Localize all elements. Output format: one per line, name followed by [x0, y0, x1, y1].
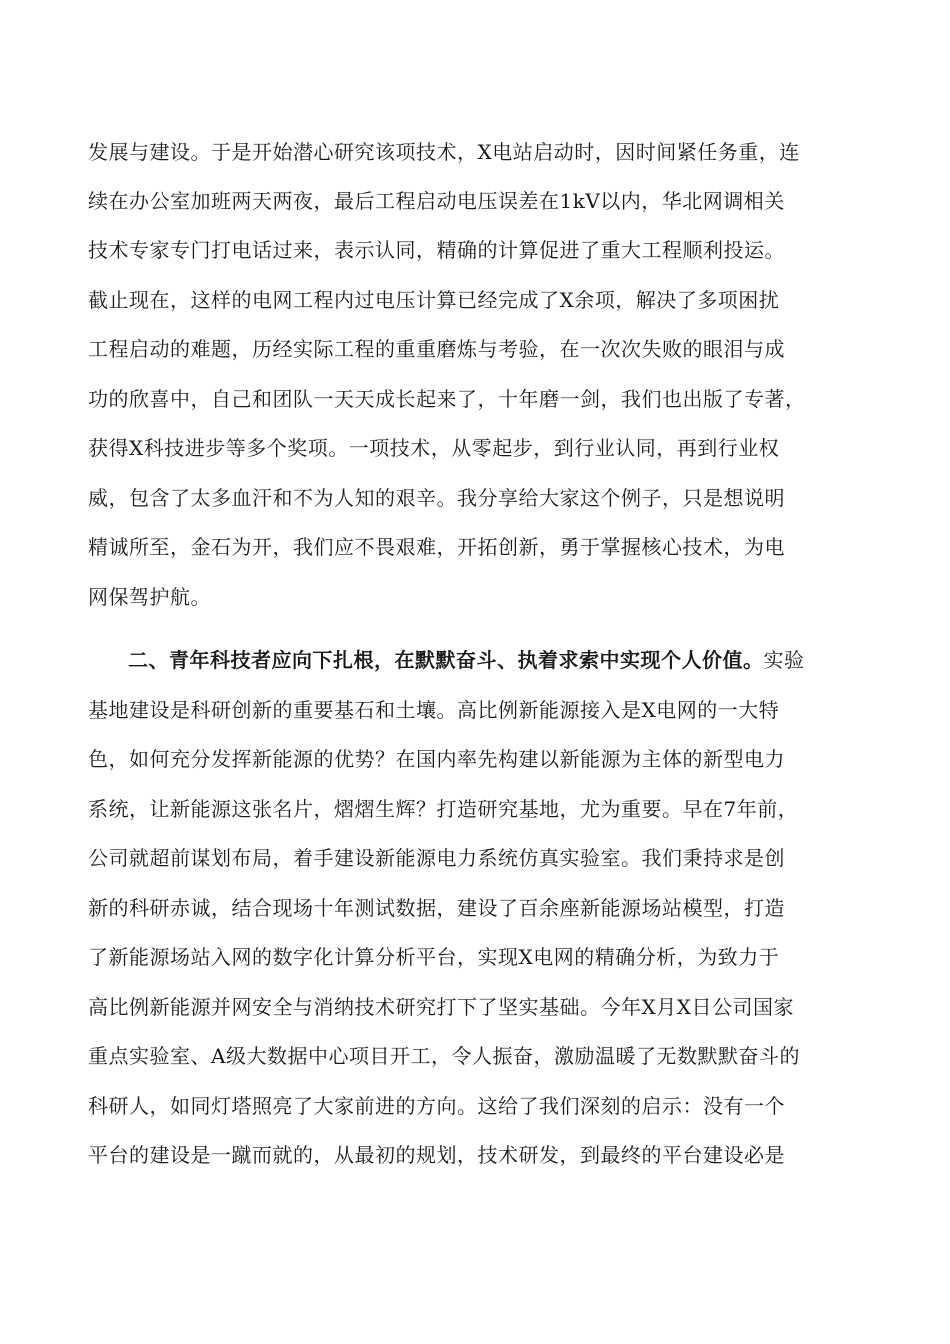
section-heading: 二、青年科技者应向下扎根，在默默奋斗、执着求索中实现个人价值。 [128, 648, 764, 672]
text-line: 功的欣喜中，自己和团队一天天成长起来了，十年磨一剑，我们也出版了专著， [88, 387, 806, 411]
text-line: 威，包含了太多血汗和不为人知的艰辛。我分享给大家这个例子，只是想说明 [88, 486, 785, 510]
text-line: 精诚所至，金石为开，我们应不畏艰难，开拓创新，勇于掌握核心技术，为电 [88, 535, 785, 559]
text-line: 公司就超前谋划布局，着手建设新能源电力系统仿真实验室。我们秉持求是创 [88, 846, 785, 870]
text-line: 系统，让新能源这张名片，熠熠生辉？打造研究基地，尤为重要。早在7年前， [88, 797, 799, 821]
section-heading-tail: 实验 [763, 648, 805, 672]
text-line: 技术专家专门打电话过来，表示认同，精确的计算促进了重大工程顺利投运。 [88, 238, 785, 262]
text-line: 发展与建设。于是开始潜心研究该项技术，X电站启动时，因时间紧任务重，连 [88, 140, 800, 164]
text-line: 平台的建设是一蹴而就的，从最初的规划，技术研发，到最终的平台建设必是 [88, 1143, 785, 1167]
text-line: 重点实验室、A级大数据中心项目开工，令人振奋，激励温暖了无数默默奋斗的 [88, 1044, 800, 1068]
text-line: 色，如何充分发挥新能源的优势？在国内率先构建以新能源为主体的新型电力 [88, 747, 785, 771]
text-line: 截止现在，这样的电网工程内过电压计算已经完成了X余项，解决了多项困扰 [88, 288, 780, 312]
text-line: 了新能源场站入网的数字化计算分析平台，实现X电网的精确分析，为致力于 [88, 945, 780, 969]
text-line: 高比例新能源并网安全与消纳技术研究打下了坚实基础。今年X月X日公司国家 [88, 995, 794, 1019]
text-line: 新的科研赤诚，结合现场十年测试数据，建设了百余座新能源场站模型，打造 [88, 896, 785, 920]
text-line: 获得X科技进步等多个奖项。一项技术，从零起步，到行业认同，再到行业权 [88, 436, 780, 460]
text-line: 基地建设是科研创新的重要基石和土壤。高比例新能源接入是X电网的一大特 [88, 698, 780, 722]
text-line: 工程启动的难题，历经实际工程的重重磨炼与考验，在一次次失败的眼泪与成 [88, 337, 785, 361]
text-line: 科研人，如同灯塔照亮了大家前进的方向。这给了我们深刻的启示：没有一个 [88, 1094, 785, 1118]
text-line: 网保驾护航。 [88, 585, 211, 609]
section-heading-line [128, 642, 805, 678]
text-line: 续在办公室加班两天两夜，最后工程启动电压误差在1kV以内，华北网调相关 [88, 189, 785, 213]
